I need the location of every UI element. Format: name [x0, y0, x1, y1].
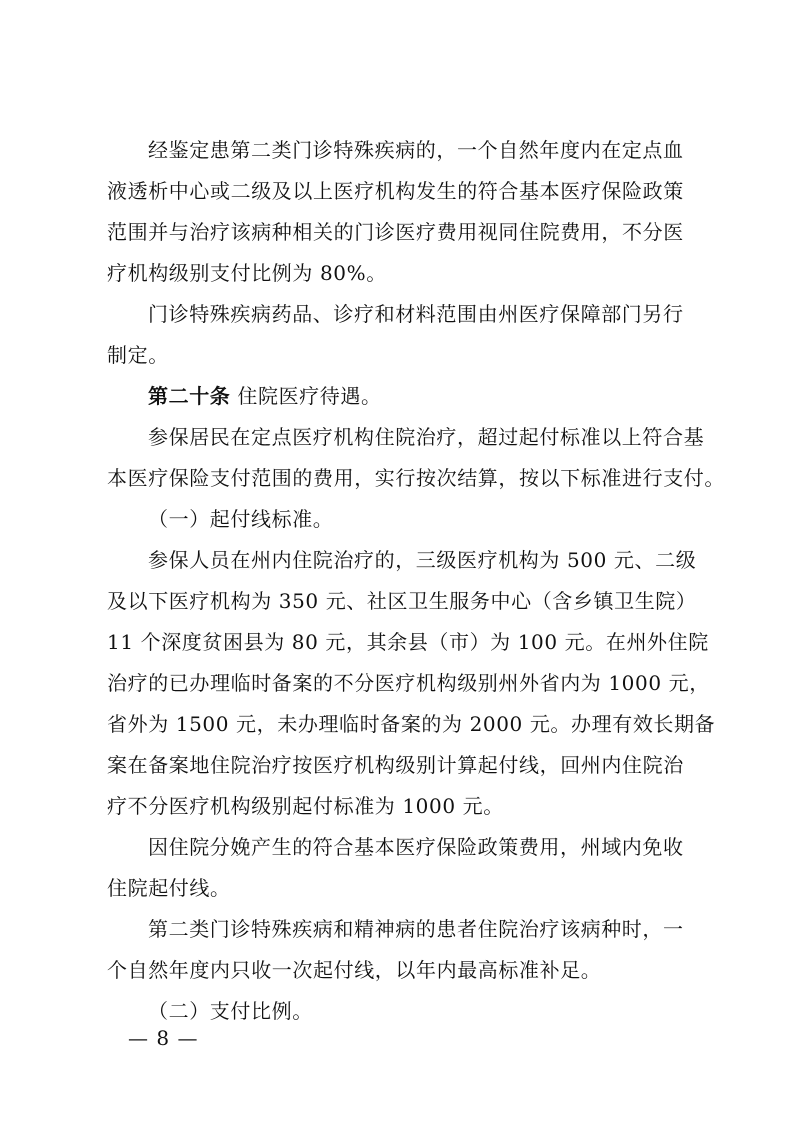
article-title: 住院医疗待遇。 — [237, 384, 382, 408]
paragraph-line: 因住院分娩产生的符合基本医疗保险政策费用，州域内免收 — [148, 835, 684, 859]
paragraph-line: 第二类门诊特殊疾病和精神病的患者住院治疗该病种时，一 — [148, 917, 684, 941]
paragraph-line: 疗机构级别支付比例为 80%。 — [107, 261, 387, 285]
paragraph-line: 疗不分医疗机构级别起付标准为 1000 元。 — [107, 794, 504, 818]
section-heading: （二）支付比例。 — [148, 999, 313, 1023]
paragraph-line: 11 个深度贫困县为 80 元，其余县（市）为 100 元。在州外住院 — [107, 630, 709, 654]
paragraph-line: 及以下医疗机构为 350 元、社区卫生服务中心（含乡镇卫生院） — [107, 589, 697, 613]
paragraph-line: 参保居民在定点医疗机构住院治疗，超过起付标准以上符合基 — [148, 425, 705, 449]
paragraph-line: 范围并与治疗该病种相关的门诊医疗费用视同住院费用，不分医 — [107, 220, 684, 244]
paragraph-line: 制定。 — [107, 343, 169, 367]
article-heading-line — [148, 382, 708, 410]
section-heading: （一）起付线标准。 — [148, 507, 334, 531]
paragraph-line: 经鉴定患第二类门诊特殊疾病的，一个自然年度内在定点血 — [148, 138, 684, 162]
paragraph-line: 门诊特殊疾病药品、诊疗和材料范围由州医疗保障部门另行 — [148, 302, 684, 326]
article-number: 第二十条 — [148, 384, 231, 408]
paragraph-line: 治疗的已办理临时备案的不分医疗机构级别州外省内为 1000 元， — [107, 671, 710, 695]
paragraph-line: 案在备案地住院治疗按医疗机构级别计算起付线，回州内住院治 — [107, 753, 684, 777]
paragraph-line: 液透析中心或二级及以上医疗机构发生的符合基本医疗保险政策 — [107, 179, 684, 203]
paragraph-line: 省外为 1500 元，未办理临时备案的为 2000 元。办理有效长期备 — [107, 712, 716, 736]
paragraph-line: 住院起付线。 — [107, 876, 231, 900]
page-number: — 8 — — [128, 1026, 199, 1050]
paragraph-line: 个自然年度内只收一次起付线，以年内最高标准补足。 — [107, 958, 602, 982]
paragraph-line: 参保人员在州内住院治疗的，三级医疗机构为 500 元、二级 — [148, 548, 697, 572]
paragraph-line: 本医疗保险支付范围的费用，实行按次结算，按以下标准进行支付。 — [107, 466, 725, 490]
